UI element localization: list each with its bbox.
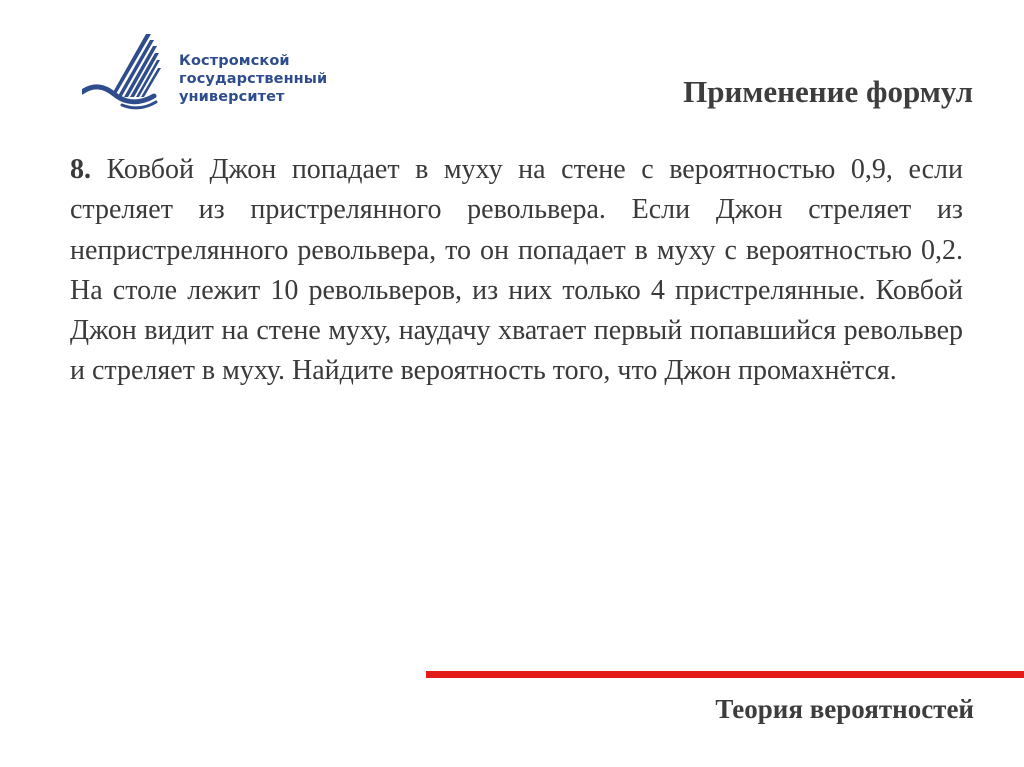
footer-course-title: Теория вероятностей: [715, 694, 974, 724]
university-name-line1: Костромской: [179, 53, 290, 69]
problem-statement: [70, 150, 963, 392]
university-logo: [82, 30, 342, 120]
problem-text: Ковбой Джон попадает в муху на стене с вероятностью 0,9, если стреляет из пристрелянного револьвера. Если Джон стреляет из непристрелянного револьвера, то он попадает в муху с вероятностью 0,2. На столе лежит 10 револьверов, из них только 4 пристрелянные. Ковбой Джон видит на стене муху, наудачу хватает первый попавшийся револьвер и стреляет в муху. Найдите вероятность того, что Джон промахнётся.: [70, 154, 964, 387]
university-name: [179, 52, 327, 106]
accent-divider: [426, 671, 1024, 678]
slide-title: Применение формул: [683, 74, 973, 109]
university-name-line3: университет: [179, 89, 285, 105]
university-name-line2: государственный: [179, 71, 328, 87]
kgu-logo-mark-icon: [82, 30, 162, 116]
problem-number: 8.: [70, 154, 91, 185]
